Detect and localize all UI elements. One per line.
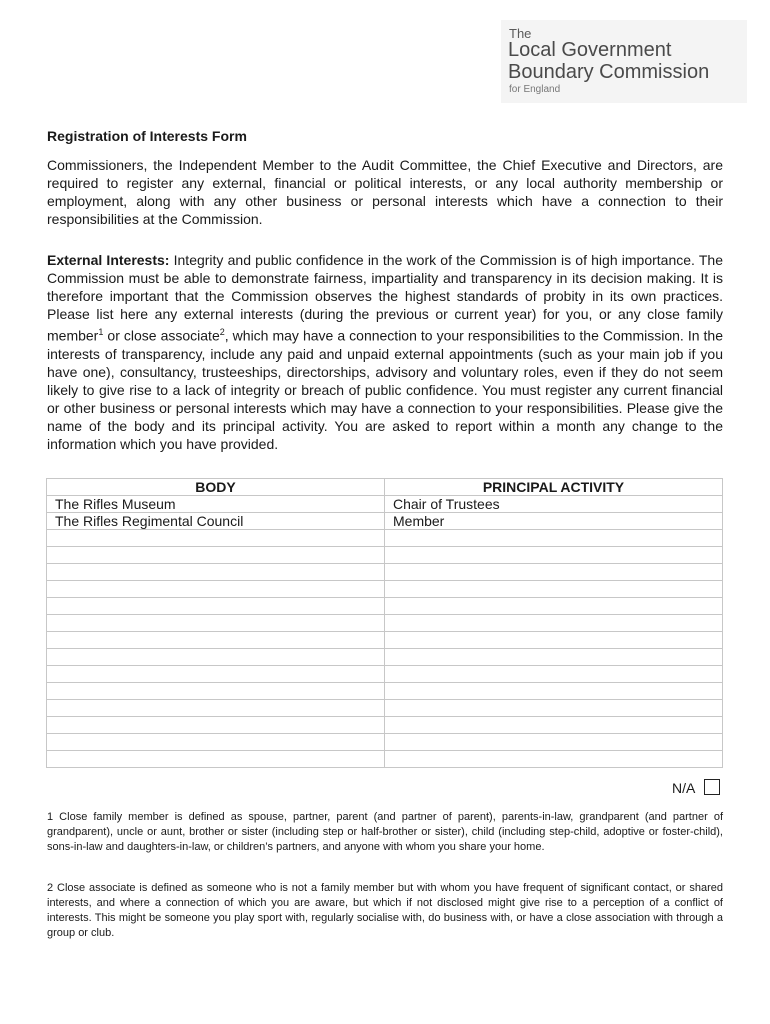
body-cell[interactable]	[47, 530, 385, 547]
table-row	[47, 700, 723, 717]
body-cell[interactable]	[47, 666, 385, 683]
activity-cell[interactable]	[385, 547, 723, 564]
activity-cell[interactable]	[385, 734, 723, 751]
header-body: BODY	[47, 479, 385, 496]
table-row	[47, 666, 723, 683]
body-cell[interactable]: The Rifles Regimental Council	[47, 513, 385, 530]
activity-cell[interactable]	[385, 564, 723, 581]
table-body	[47, 496, 723, 768]
commission-logo	[501, 20, 747, 103]
body-cell[interactable]: The Rifles Museum	[47, 496, 385, 513]
body-cell[interactable]	[47, 717, 385, 734]
body-cell[interactable]	[47, 632, 385, 649]
table-row	[47, 564, 723, 581]
external-text-a: Integrity and public confidence in the work of the Commission is of high importance. The Commission must be able to demonstrate fairness, impartiality and transparency in its decision making. It is therefore important that the Commission observes the highest standards of probity in its own practices. Please list here any external interests (during the previous or current year) for you, or any close family member	[47, 252, 723, 344]
table-row	[47, 615, 723, 632]
form-title: Registration of Interests Form	[47, 128, 247, 144]
intro-paragraph: Commissioners, the Independent Member to the Audit Committee, the Chief Executive and Directors, are required to register any external, financial or political interests, or any local authority membership or employment, along with any other business or personal interests which have a connection to their responsibilities at the Commission.	[47, 157, 723, 227]
activity-cell[interactable]	[385, 649, 723, 666]
body-cell[interactable]	[47, 683, 385, 700]
activity-cell[interactable]	[385, 632, 723, 649]
activity-cell[interactable]	[385, 751, 723, 768]
table-row	[47, 717, 723, 734]
body-cell[interactable]	[47, 649, 385, 666]
external-interests-paragraph	[47, 251, 723, 453]
footnote-ref-2: 2	[219, 327, 225, 337]
footnote-2: 2 Close associate is defined as someone who is not a family member but with whom you have frequent of significant contact, or shared interests, and where a connection of which you are aware, but which if not disclosed might give rise to a perception of a conflict of interests. This might be someone you play sport with, regularly socialise with, do business with, or have a close association with through a group or club.	[47, 882, 723, 939]
activity-cell[interactable]	[385, 683, 723, 700]
activity-cell[interactable]	[385, 700, 723, 717]
table-row	[47, 734, 723, 751]
footnote-ref-1: 1	[98, 327, 104, 337]
logo-line-1: Local Government	[508, 39, 672, 61]
body-cell[interactable]	[47, 700, 385, 717]
logo-line-3: for England	[509, 84, 561, 95]
na-checkbox[interactable]	[704, 779, 720, 795]
logo-line-2: Boundary Commission	[508, 61, 710, 83]
table-row	[47, 598, 723, 615]
body-cell[interactable]	[47, 615, 385, 632]
footnote-1: 1 Close family member is defined as spouse, partner, parent (and partner of parent), parents-in-law, grandparent (and partner of grandparent), uncle or aunt, brother or sister (including step or half-brother or sister), child (including step-child, adoptive or foster-child), sons-in-law and daughters-in-law, or children’s partners, and anyone with whom you share your home.	[47, 811, 723, 853]
body-cell[interactable]	[47, 547, 385, 564]
logo-the: The	[509, 26, 532, 41]
table-row	[47, 547, 723, 564]
body-cell[interactable]	[47, 751, 385, 768]
activity-cell[interactable]	[385, 598, 723, 615]
table-row	[47, 513, 723, 530]
table-row	[47, 632, 723, 649]
activity-cell[interactable]	[385, 615, 723, 632]
table-row	[47, 751, 723, 768]
external-interests-heading: External Interests:	[47, 252, 170, 268]
table-row	[47, 530, 723, 547]
table-row	[47, 649, 723, 666]
body-cell[interactable]	[47, 581, 385, 598]
activity-cell[interactable]	[385, 666, 723, 683]
activity-cell[interactable]	[385, 530, 723, 547]
activity-cell[interactable]	[385, 581, 723, 598]
body-cell[interactable]	[47, 734, 385, 751]
activity-cell[interactable]: Chair of Trustees	[385, 496, 723, 513]
table-row	[47, 496, 723, 513]
external-text-c: , which may have a connection to your responsibilities to the Commission. In the interests of transparency, include any paid and unpaid external appointments (such as your main job if you have one), consultancy, trusteeships, directorships, advisory and voluntary roles, even if they do not seem likely to give rise to a lack of integrity or breach of public confidence. You must register any current financial or other business or personal interests which may have a connection to your responsibilities. Please give the name of the body and its principal activity. You are asked to report within a month any change to the information which you have provided.	[47, 327, 723, 452]
body-cell[interactable]	[47, 564, 385, 581]
table-row	[47, 683, 723, 700]
activity-cell[interactable]: Member	[385, 513, 723, 530]
header-principal-activity: PRINCIPAL ACTIVITY	[385, 479, 723, 496]
na-label: N/A	[672, 780, 696, 796]
interests-table	[46, 478, 723, 768]
activity-cell[interactable]	[385, 717, 723, 734]
table-row	[47, 581, 723, 598]
body-cell[interactable]	[47, 598, 385, 615]
external-text-b: or close associate	[103, 327, 220, 344]
table-header-row	[47, 479, 723, 496]
